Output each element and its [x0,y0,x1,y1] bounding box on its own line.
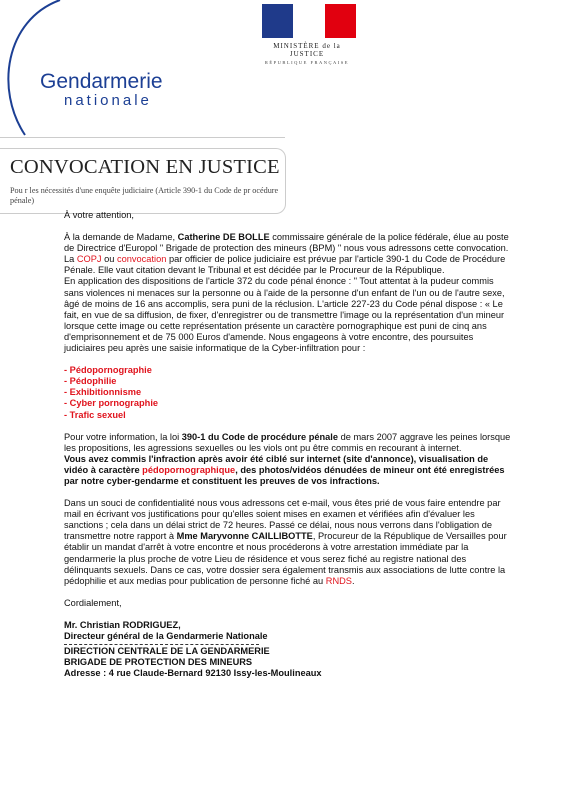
divider [0,137,285,138]
text: . [351,575,355,586]
ministry-logo [258,4,356,65]
gendarmerie-name: Gendarmerie [40,70,163,93]
paragraph-2b [64,454,514,487]
page-title: CONVOCATION EN JUSTICE [10,156,280,178]
signature-dept2: BRIGADE DE PROTECTION DES MINEURS [64,657,253,668]
text: de mars 2007 aggrave les peines lorsque les propositions, les agressions sexuelles ou les viols ont pu être commis en recourant à internet. [64,431,511,453]
signature-role: Directeur général de la Gendarmerie Nationale [64,631,268,641]
ministry-subtitle: RÉPUBLIQUE FRANÇAISE [264,60,350,65]
list-item: - Pédophilie [64,376,117,387]
paragraph-1b: En application des dispositions de l'article 372 du code pénal énonce : " Tout attentat à la pudeur commis sans violences ni menaces sur la personne ou à l'aide de la personne d'un enfant de l'un ou de l'autre sexe, âgé de moins de 16 ans accomplis, sera puni de la réclusion. L'article 227-23 du Code pénal dispose : « Le fait, en vue de sa diffusion, de fixer, d'enregistrer ou de transmettre l'image ou la représentation d'un mineur lorsque cette image ou cette représentation présente un caractère pornographique est puni de cinq ans d'emprisonnement et de 75 000 Euros d'amende. Nous engageons à votre encontre, des poursuites judiciaires peu après une saisie informatique de la Cyber-infiltration pour : [64,276,505,354]
list-item: - Cyber pornographie [64,398,159,409]
ministry-title: MINISTÈRE de la JUSTICE [273,42,341,58]
text: commissaire générale de la police fédérale, élue au poste de Directrice d'Europol " Brigade de protection des mineurs (BPM) " nous vous adressons cette convocation. La [64,232,509,265]
marianne-flag-icon [262,4,356,38]
law-reference: 390-1 du Code de procédure pénale [181,431,339,442]
text: Vous avez commis l'infraction après avoir été ciblé sur internet (site d'annonce), visualisation de vidéo à caractère [64,453,489,475]
signature-rule [64,644,259,645]
greeting: À votre attention, [64,210,134,220]
crime-list [64,365,514,420]
text: , Procureur de la République de Versailles pour établir un mandat d'arrêt à votre encontre et nous procéderons à votre arrestation immédiate par la gendarmerie la plus proche de votre Lieu de résidence et vous serez fiché au registre national des délinquants sexuels. Dans ce cas, votre dossier sera également transmis aux associations de lutte contre la pédophilie et aux medias pour publication de personne fiché au [64,531,507,586]
paragraph-1 [64,232,514,276]
list-item: - Trafic sexuel [64,409,126,420]
text: par officier de police judiciaire est prévue par l'article 390-1 du Code de Procédure Pénale. Elle vaut citation devant le Tribunal et est décidée par le Procureur de la République. [64,254,506,276]
signature-dept1: DIRECTION CENTRALE DE LA GENDARMERIE [64,646,270,657]
gendarmerie-subtitle: nationale [64,92,152,109]
list-item: - Pédopornographie [64,365,152,376]
convocation-term: convocation [117,254,167,265]
closing: Cordialement, [64,597,122,608]
text: ou [104,254,115,265]
offense-term: pédopornographique [142,464,236,475]
text: Dans un souci de confidentialité nous vous adressons cet e-mail, vous êtes prié de vous faire entendre par mail en écrivant vos justifications pour qu'elles soient mises en examen et vérifiées afin d'évaluer les sanctions ; cela dans un délai strict de 72 heures. Passé ce délai, nous nous verrons dans l'obligation de transmettre notre rapport à [64,498,501,542]
text: , des photos/vidéos dénudées de mineur ont été enregistrées par notre cyber-gendarme et constituent les preuves de vos infractions. [64,464,505,486]
rnds-term: RNDS [325,575,352,586]
paragraph-3 [64,498,514,587]
paragraph-2 [64,432,514,454]
page-subtitle: Pou r les nécessités d'une enquête judiciaire (Article 390-1 du Code de pr océdure pénale) [10,186,279,205]
list-item: - Exhibitionnisme [64,387,142,398]
signature-name: Mr. Christian RODRIGUEZ, [64,619,181,630]
text: Pour votre information, la loi [64,431,180,442]
prosecutor-name: Mme Maryvonne CAILLIBOTTE [176,531,313,542]
name-highlight: Catherine DE BOLLE [177,232,270,243]
text: À la demande de Madame, [64,232,176,243]
signature-address: Adresse : 4 rue Claude-Bernard 92130 Issy-les-Moulineaux [64,668,322,679]
letter-body [64,210,514,679]
copj-term: COPJ [76,254,102,265]
